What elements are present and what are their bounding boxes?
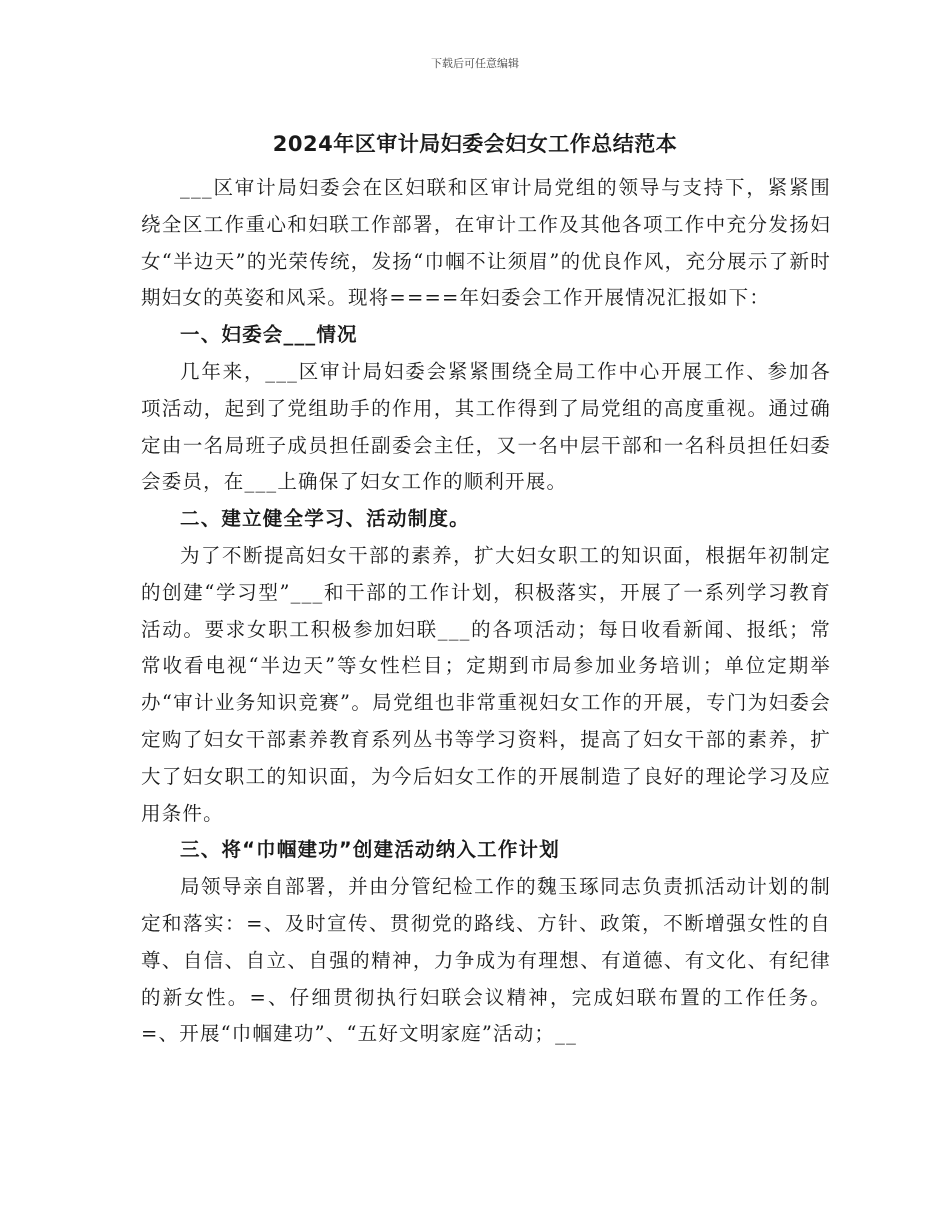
section-paragraph-1: 几年来，___区审计局妇委会紧紧围绕全局工作中心开展工作、参加各项活动，起到了党组助手的作用，其工作得到了局党组的高度重视。通过确定由一名局班子成员担任副委会主任，又一名中层干部和一名科员担任妇委会委员，在___上确保了妇女工作的顺利开展。 — [141, 359, 831, 494]
header-note: 下载后可任意编辑 — [431, 57, 519, 70]
section-heading-2: 二、建立健全学习、活动制度。 — [180, 507, 470, 531]
section-paragraph-2: 为了不断提高妇女干部的素养，扩大妇女职工的知识面，根据年初制定的创建“学习型”___和干部的工作计划，积极落实，开展了一系列学习教育活动。要求女职工积极参加妇联___的各项活动；每日收看新闻、报纸；常常收看电视“半边天”等女性栏目；定期到市局参加业务培训；单位定期举办“审计业务知识竞赛”。局党组也非常重视妇女工作的开展，专门为妇委会定购了妇女干部素养教育系列丛书等学习资料，提高了妇女干部的素养，扩大了妇女职工的知识面，为今后妇女工作的开展制造了良好的理论学习及应用条件。 — [141, 543, 831, 825]
intro-paragraph: ___区审计局妇委会在区妇联和区审计局党组的领导与支持下，紧紧围绕全区工作重心和妇联工作部署，在审计工作及其他各项工作中充分发扬妇女“半边天”的光荣传统，发扬“巾帼不让须眉”的优良作风，充分展示了新时期妇女的英姿和风采。现将====年妇委会工作开展情况汇报如下： — [141, 176, 831, 310]
section-paragraph-3: 局领导亲自部署，并由分管纪检工作的魏玉琢同志负责抓活动计划的制定和落实：=、及时宣传、贯彻党的路线、方针、政策，不断增强女性的自尊、自信、自立、自强的精神，力争成为有理想、有道德、有文化、有纪律的新女性。=、仔细贯彻执行妇联会议精神，完成妇联布置的工作任务。=、开展“巾帼建功”、“五好文明家庭”活动；__ — [141, 875, 831, 1046]
section-heading-1: 一、妇委会___情况 — [180, 323, 358, 347]
document-body — [141, 170, 831, 1053]
section-heading-3: 三、将“巾帼建功”创建活动纳入工作计划 — [180, 838, 560, 862]
document-title: 2024年区审计局妇委会妇女工作总结范本 — [272, 132, 678, 156]
